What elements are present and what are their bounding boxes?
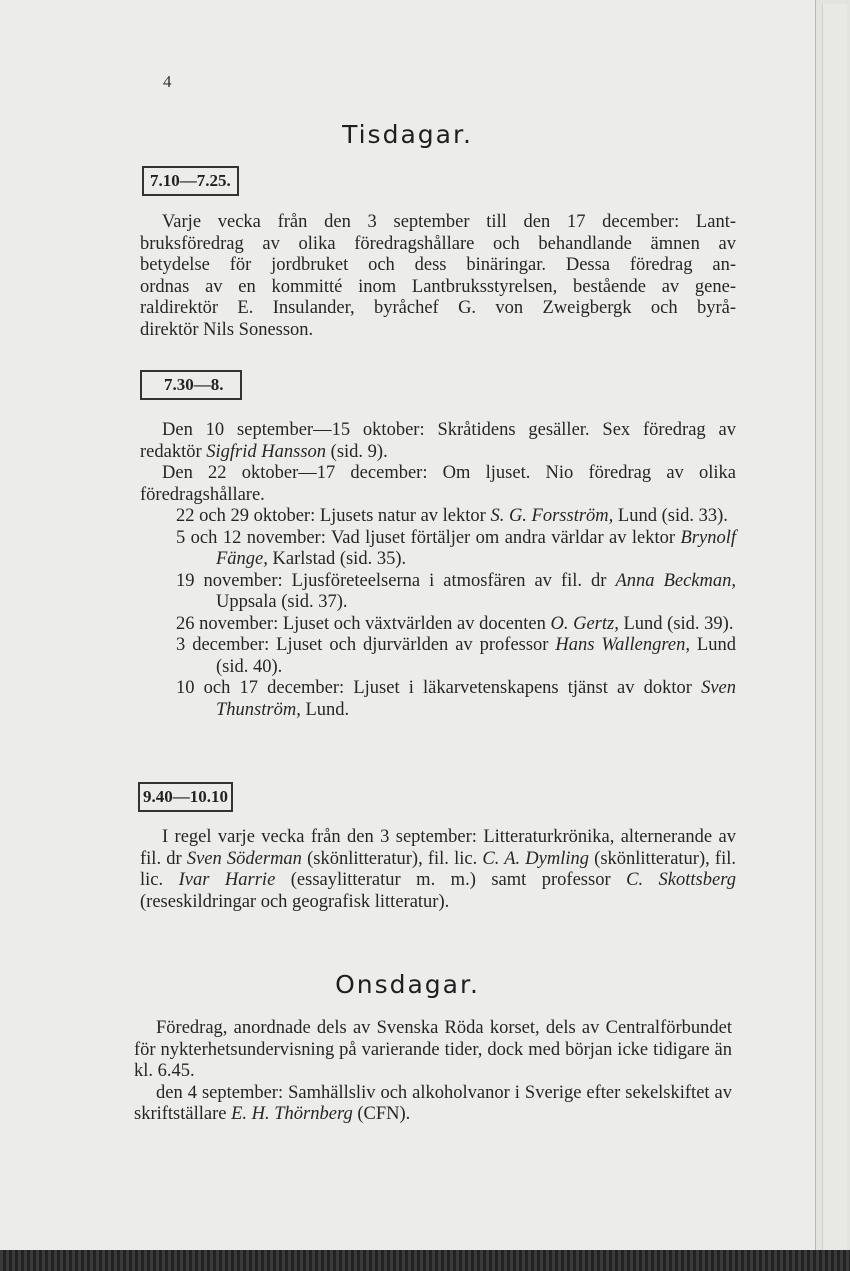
paragraph-craft	[140, 420, 736, 506]
lecture-item	[140, 614, 736, 636]
lecture-place: Lund (sid. 39).	[618, 613, 734, 634]
lit-part-5: (reseskildringar och geografisk litteratur).	[140, 891, 450, 912]
lecture-item	[140, 678, 736, 721]
lit-part-4: (essaylitteratur m. m.) samt professor	[275, 870, 627, 890]
agri-line-3: betydelse för jordbruket och dess binäringar. Dessa föredrag an-	[140, 255, 736, 275]
lecture-item	[140, 506, 736, 528]
wednesday-intro: Föredrag, anordnade dels av Svenska Röda korset, dels av Centralförbundet för nykterhetsundervisning på varierande tider, dock med början icke tidigare än kl. 6.45.	[134, 1018, 732, 1081]
heading-wednesday: Onsdagar.	[335, 970, 480, 999]
wed-lecture-text: den 4 september: Samhällsliv och alkoholvanor i Sverige efter sekelskiftet av skriftställare	[134, 1082, 732, 1124]
lecture-place: Lund (sid. 33).	[613, 506, 728, 526]
heading-tuesday: Tisdagar.	[342, 120, 473, 149]
lecture-text: 22 och 29 oktober: Ljusets natur av lektor	[176, 506, 491, 526]
lecture-speaker: S. G. Forsström,	[490, 506, 614, 526]
time-box-3: 9.40—10.10	[138, 782, 233, 812]
time-box-2: 7.30—8.	[140, 370, 242, 400]
lecture-text: 3 december: Ljuset och djurvärlden av professor	[176, 635, 556, 655]
lit-name-4: C. Skottsberg	[626, 870, 736, 890]
agri-line-6: direktör Nils Sonesson.	[140, 319, 314, 340]
lit-name-1: Sven Söderman	[186, 848, 302, 869]
agri-line-2: bruksföredrag av olika föredragshållare och behandlande ämnen av	[140, 233, 736, 254]
agri-line-5: raldirektör E. Insulander, byråchef G. von Zweigbergk och byrå-	[140, 298, 736, 318]
lecture-speaker: Sven Thunström,	[216, 678, 736, 720]
light-intro: Den 22 oktober—17 december: Om ljuset. Nio föredrag av olika föredragshållare.	[140, 463, 736, 505]
lit-part-1: I regel varje vecka från den 3 september: Litteraturkrönika, alternerande av fil. dr	[140, 827, 736, 869]
lecture-item	[140, 528, 736, 571]
wednesday-lecture	[134, 1083, 732, 1126]
wed-lecture-org: (CFN).	[352, 1104, 411, 1124]
adjacent-page-edge	[815, 0, 850, 1262]
scan-background-strip	[0, 1250, 850, 1271]
lecture-place: Lund.	[300, 699, 350, 720]
lit-part-3: (skönlitteratur), fil. lic.	[140, 848, 736, 890]
lecture-item	[140, 571, 736, 614]
paragraph-agriculture	[140, 212, 736, 341]
paragraph-literature	[140, 827, 736, 913]
lecture-speaker: Brynolf Fänge,	[216, 527, 736, 569]
lecture-item	[140, 635, 736, 678]
lecture-text: 19 november: Ljusföreteelserna i atmosfären av fil. dr	[176, 570, 616, 591]
lecture-list	[140, 506, 736, 721]
lit-name-2: C. A. Dymling	[482, 848, 589, 869]
time-box-1: 7.10—7.25.	[142, 166, 239, 196]
literature-text	[140, 827, 736, 913]
page-number: 4	[163, 72, 172, 91]
lecture-place: Karlstad (sid. 35).	[267, 549, 407, 569]
lecture-speaker: Hans Wallengren,	[555, 635, 690, 655]
craft-intro-name: Sigfrid Hansson	[206, 441, 327, 462]
lecture-speaker: O. Gertz,	[550, 613, 619, 634]
craft-intro-text: Den 10 september—15 oktober: Skråtidens gesäller. Sex föredrag av redaktör	[140, 420, 736, 462]
lecture-text: 5 och 12 november: Vad ljuset förtäljer om andra världar av lektor	[176, 527, 681, 548]
craft-intro	[140, 420, 736, 463]
lit-name-3: Ivar Harrie	[178, 870, 276, 890]
lecture-place: Lund (sid. 40).	[216, 635, 736, 677]
lecture-speaker: Anna Beckman,	[615, 570, 736, 591]
agri-line-1: Varje vecka från den 3 september till den 17 december: Lant-	[162, 212, 736, 232]
lecture-text: 26 november: Ljuset och växtvärlden av docenten	[176, 613, 551, 634]
lecture-place: Uppsala (sid. 37).	[216, 592, 348, 612]
paragraph-wednesday	[134, 1018, 732, 1126]
agri-line-4: ordnas av en kommitté inom Lantbruksstyrelsen, bestående av gene-	[140, 276, 736, 297]
wed-lecture-speaker: E. H. Thörnberg	[231, 1104, 353, 1124]
lecture-text: 10 och 17 december: Ljuset i läkarvetenskapens tjänst av doktor	[176, 678, 702, 698]
craft-intro-ref: (sid. 9).	[326, 441, 388, 462]
lit-part-2: (skönlitteratur), fil. lic.	[301, 848, 483, 869]
